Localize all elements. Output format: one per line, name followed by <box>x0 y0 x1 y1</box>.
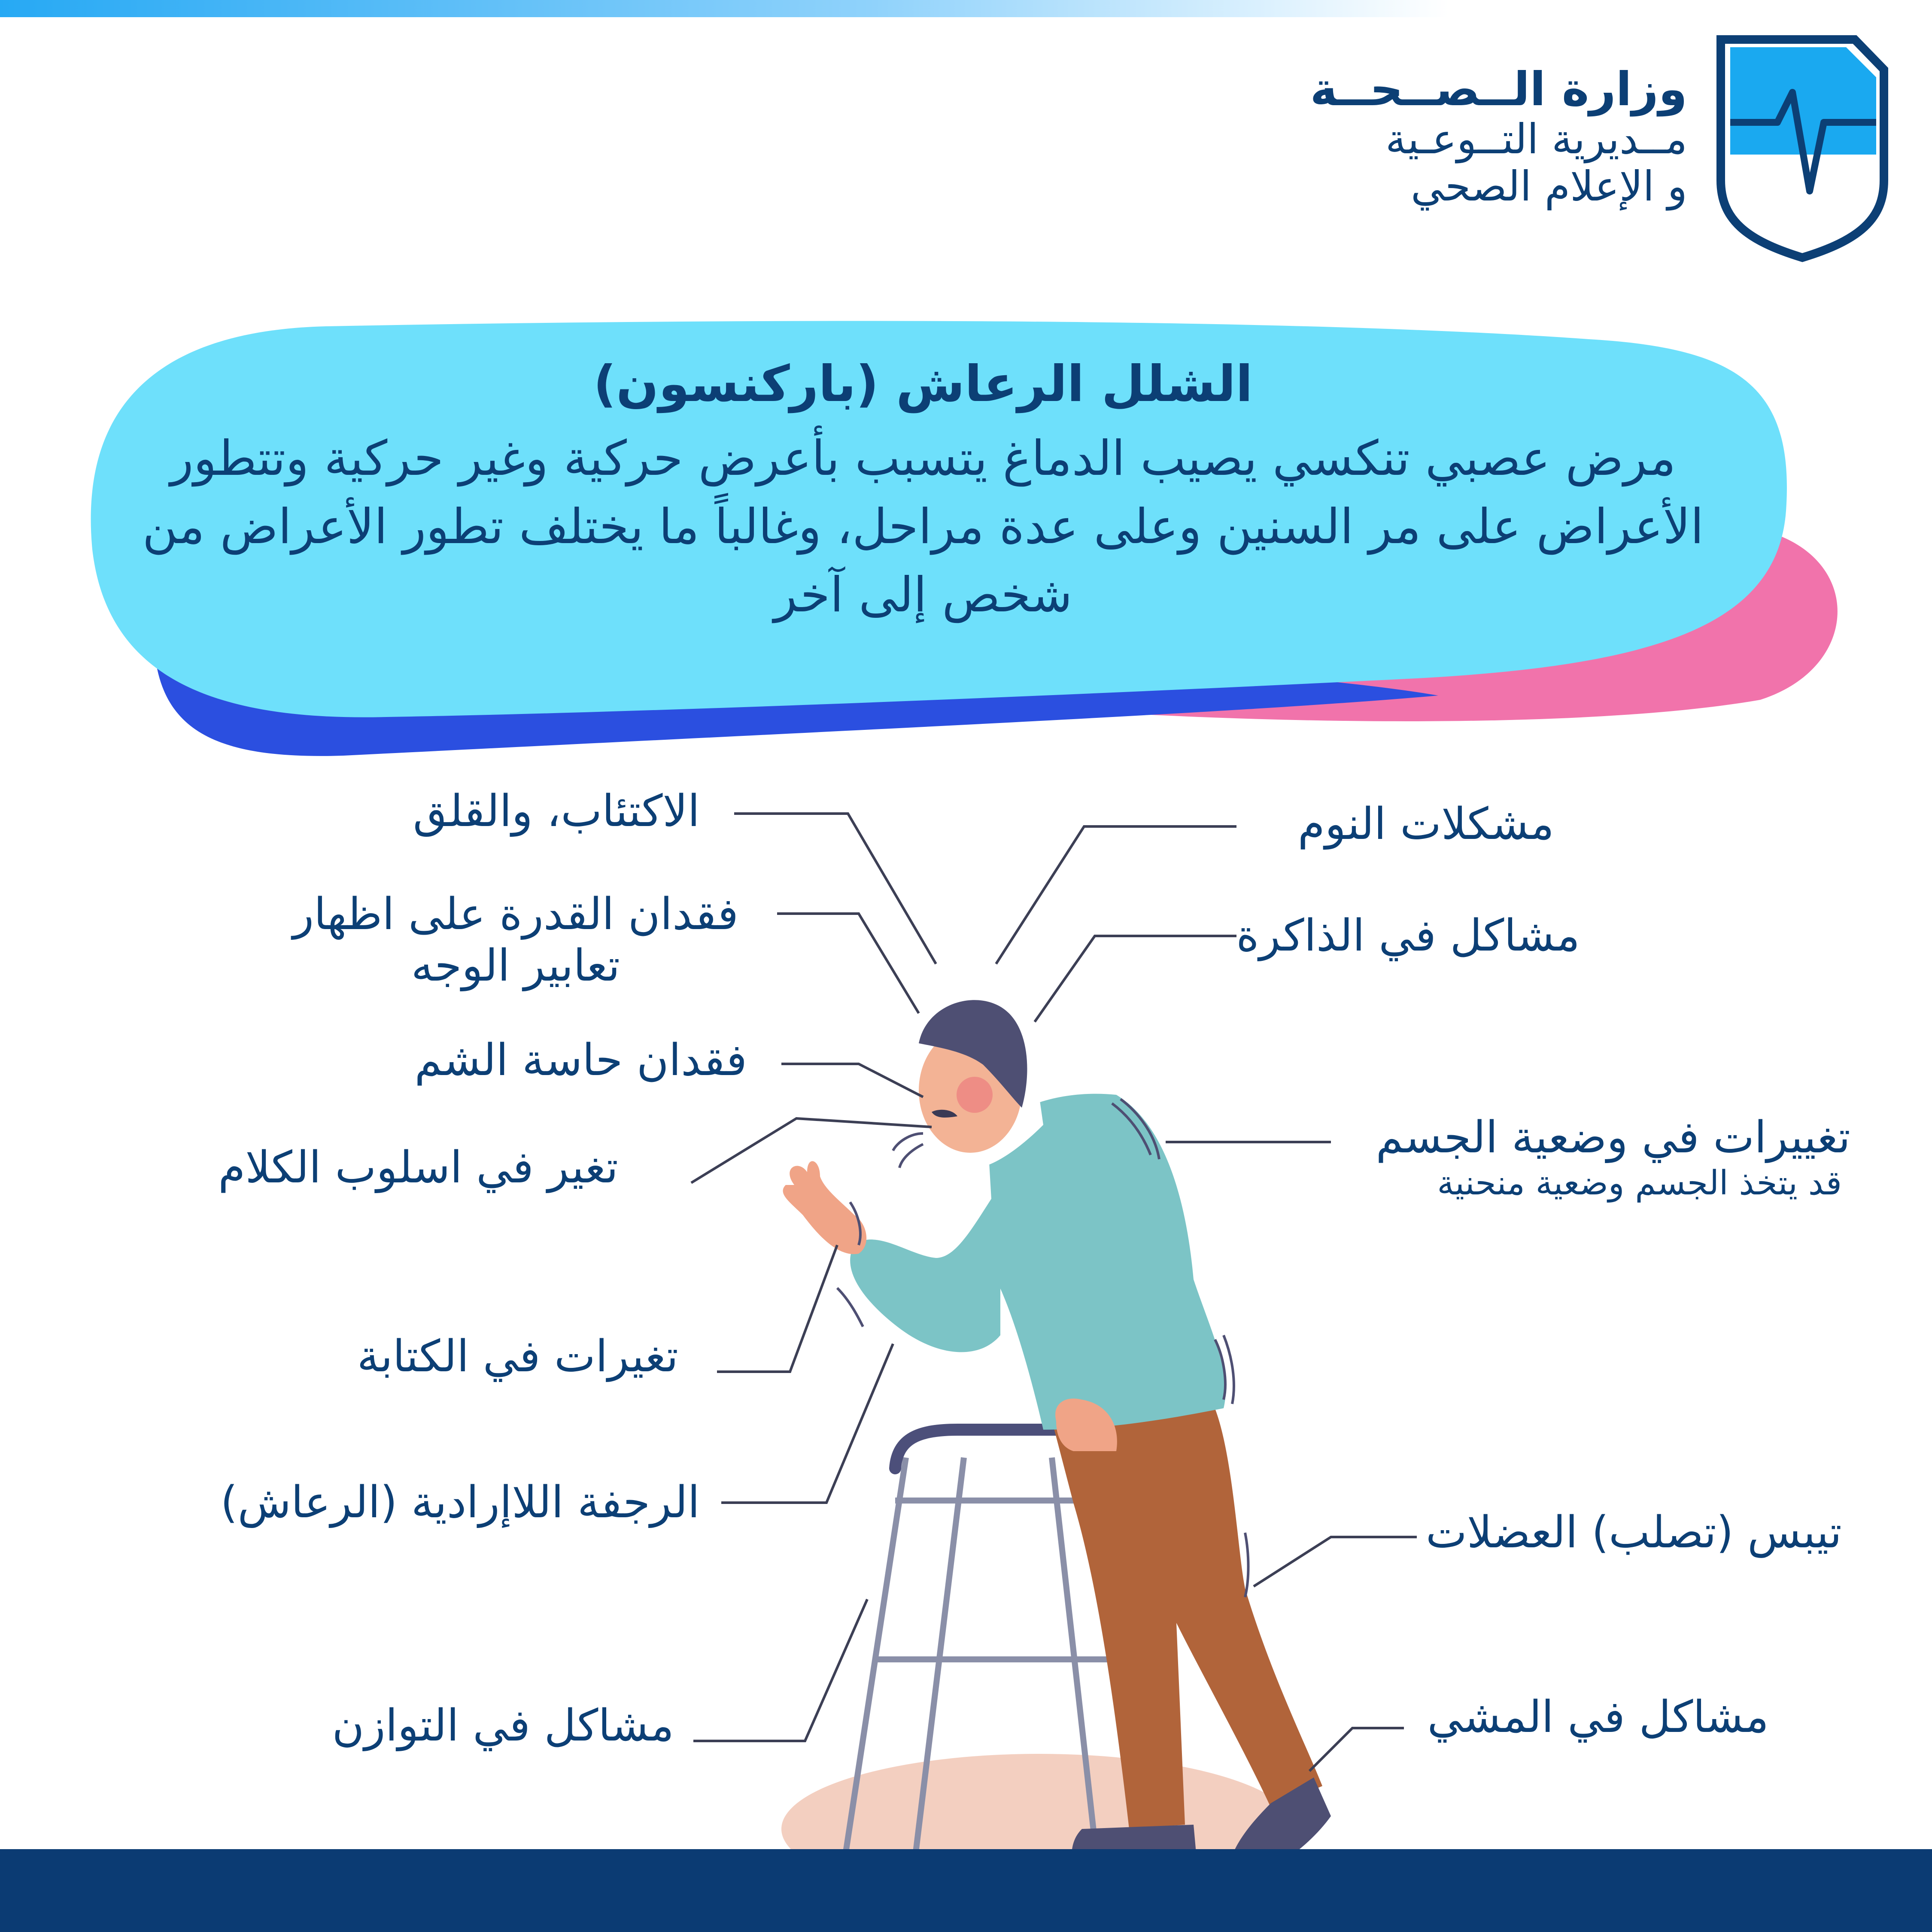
label-writing: تغيرات في الكتابة <box>357 1331 678 1382</box>
shield-heartbeat-icon <box>1721 39 1884 258</box>
leader-sleep <box>996 826 1236 964</box>
intro-title: الشلل الرعاش (باركنسون) <box>593 355 1253 413</box>
intro-bubble-text <box>112 352 1735 629</box>
leader-facial <box>777 914 919 1013</box>
label-posture <box>1376 1112 1850 1203</box>
label-facial-line1: فقدان القدرة على اظهار <box>292 889 738 940</box>
label-sleep: مشكلات النوم <box>1297 799 1554 850</box>
leader-stiffness <box>1254 1537 1417 1586</box>
label-walking: مشاكل في المشي <box>1427 1692 1769 1743</box>
leader-walking <box>1309 1728 1404 1771</box>
label-depression: الاكتئاب، والقلق <box>413 786 700 837</box>
label-posture-sub: قد يتخذ الجسم وضعية منحنية <box>1437 1164 1842 1203</box>
cheek-blush <box>957 1077 993 1113</box>
label-facial-line2: تعابير الوجه <box>411 940 620 992</box>
label-speech: تغير في اسلوب الكلام <box>218 1142 618 1193</box>
directorate-name: مــديرية التــوعـية <box>1385 115 1687 163</box>
ministry-logo-text <box>1310 64 1687 210</box>
leader-tremor <box>721 1344 893 1503</box>
directorate-name-2: و الإعلام الصحي <box>1411 162 1687 211</box>
label-facial-expression <box>293 889 738 992</box>
leader-balance <box>693 1599 867 1741</box>
label-memory: مشاكل في الذاكرة <box>1236 910 1580 961</box>
intro-body: مرض عصبي تنكسي يصيب الدماغ يتسبب بأعرض حركية وغير حركية وتتطور الأعراض على مر السنين وعلى عدة مراحل، وغالباً ما يختلف تطور الأعراض من شخص إلى آخر <box>142 430 1704 623</box>
leader-depression <box>734 814 936 964</box>
label-stiffness: تيبس (تصلب) العضلات <box>1425 1507 1842 1558</box>
leader-writing <box>717 1245 837 1372</box>
bottom-band <box>0 1849 1932 1932</box>
sweater <box>987 1094 1226 1430</box>
sweater-arm <box>850 1185 1000 1352</box>
label-tremor: الرجفة اللاإرادية (الرعاش) <box>220 1477 700 1528</box>
label-balance: مشاكل في التوازن <box>332 1700 674 1751</box>
leader-smell <box>781 1064 923 1097</box>
label-posture-title: تغييرات في وضعية الجسم <box>1376 1112 1850 1163</box>
ministry-name: وزارة الــصــحــة <box>1310 63 1687 116</box>
label-smell: فقدان حاسة الشم <box>414 1035 747 1086</box>
leader-memory <box>1035 936 1236 1022</box>
